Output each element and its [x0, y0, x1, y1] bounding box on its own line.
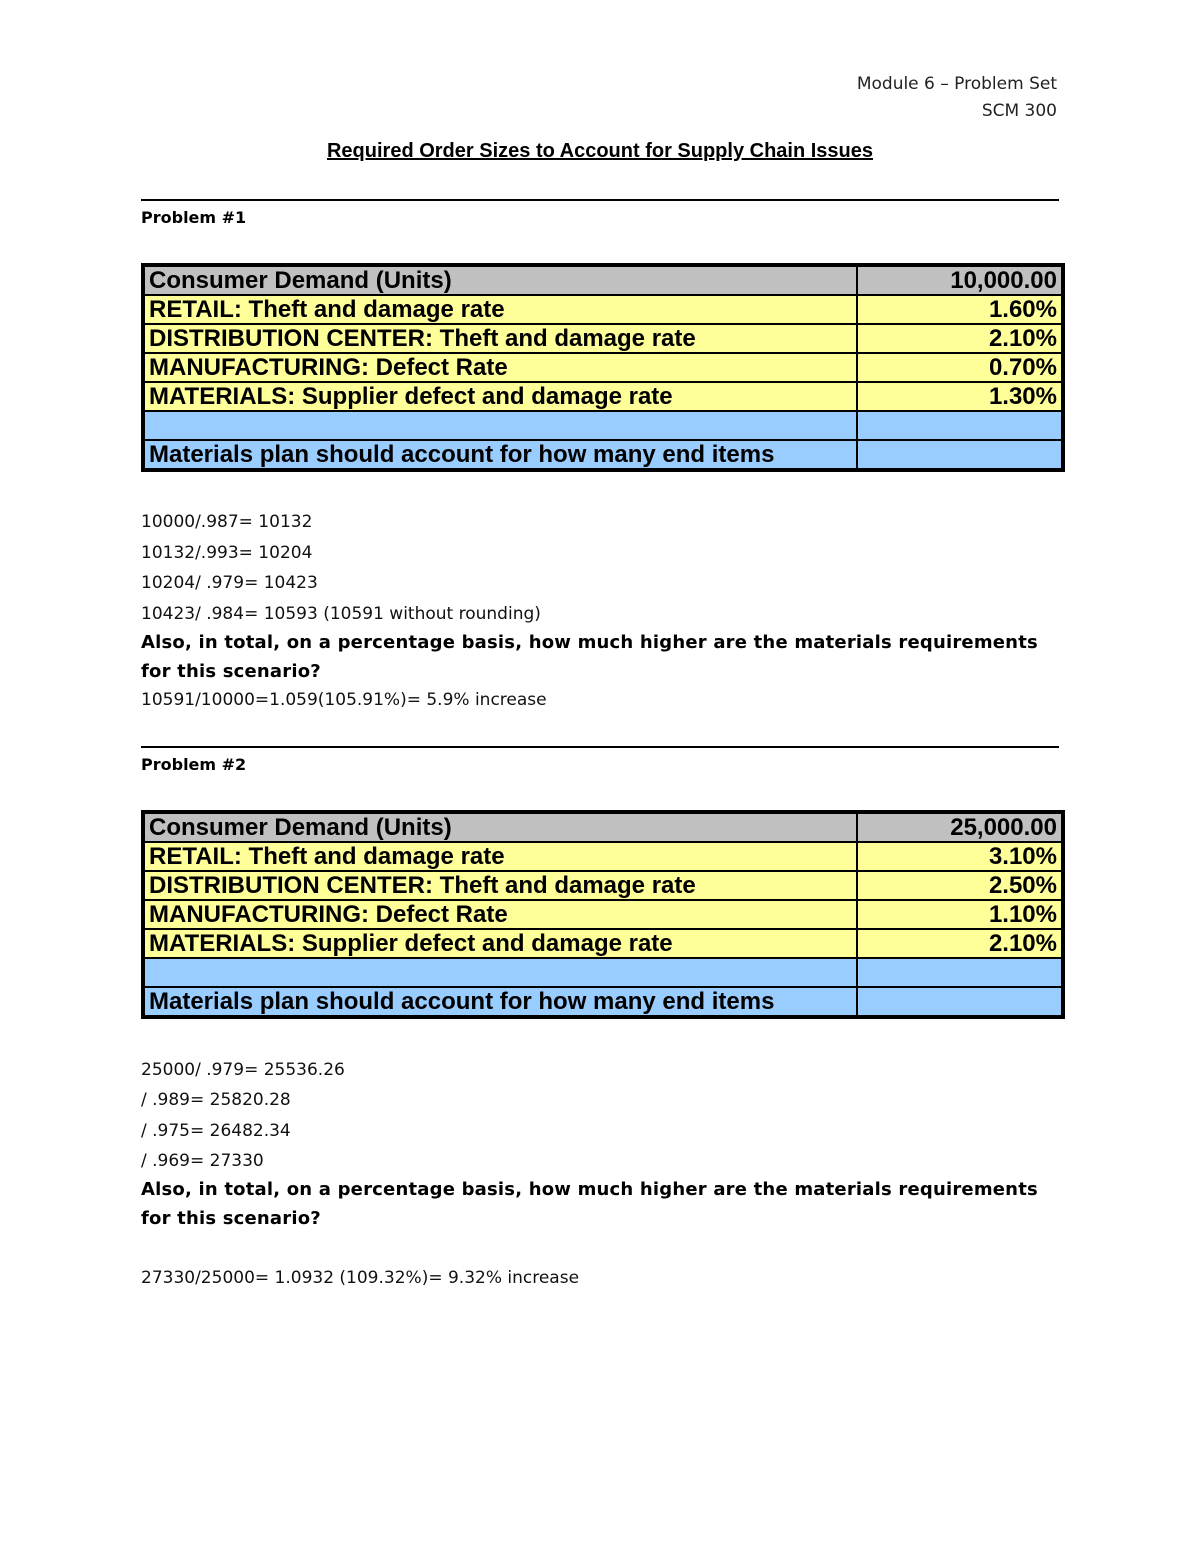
row-value: 2.50% — [857, 871, 1063, 900]
question-text: Also, in total, on a percentage basis, how much higher are the materials requirements for this scenario? — [141, 632, 1038, 682]
work-line: 10000/.987= 10132 — [141, 512, 313, 532]
work-line: 25000/ .979= 25536.26 — [141, 1060, 345, 1080]
row-label: Consumer Demand (Units) — [143, 265, 857, 295]
problem-1-table — [141, 263, 1065, 472]
row-value: 1.30% — [857, 382, 1063, 411]
row-label — [143, 411, 857, 440]
table-row — [143, 353, 1063, 382]
row-value: 3.10% — [857, 842, 1063, 871]
table-row — [143, 382, 1063, 411]
row-value: 2.10% — [857, 929, 1063, 958]
row-value: 1.10% — [857, 900, 1063, 929]
row-label — [143, 958, 857, 987]
problem-2-table — [141, 810, 1065, 1019]
row-label: RETAIL: Theft and damage rate — [143, 842, 857, 871]
module-header: Module 6 – Problem Set — [856, 74, 1057, 94]
work-line: 10132/.993= 10204 — [141, 543, 313, 563]
row-label: RETAIL: Theft and damage rate — [143, 295, 857, 324]
answer-text: 10591/10000=1.059(105.91%)= 5.9% increase — [141, 690, 547, 710]
section-divider — [141, 746, 1059, 748]
row-value — [857, 440, 1063, 470]
row-label: Materials plan should account for how many end items — [143, 987, 857, 1017]
row-value: 10,000.00 — [857, 265, 1063, 295]
row-label: DISTRIBUTION CENTER: Theft and damage rate — [143, 324, 857, 353]
document-title: Required Order Sizes to Account for Supply Chain Issues — [326, 140, 874, 162]
table-row — [143, 958, 1063, 987]
answer-text: 27330/25000= 1.0932 (109.32%)= 9.32% increase — [141, 1268, 580, 1288]
table-row — [143, 929, 1063, 958]
table-row — [143, 987, 1063, 1017]
table-row — [143, 871, 1063, 900]
work-line: 10423/ .984= 10593 (10591 without rounding) — [141, 604, 541, 624]
row-value: 1.60% — [857, 295, 1063, 324]
row-value: 2.10% — [857, 324, 1063, 353]
work-line: / .989= 25820.28 — [141, 1090, 291, 1110]
table-row — [143, 411, 1063, 440]
course-header: SCM 300 — [981, 101, 1057, 121]
row-label: Consumer Demand (Units) — [143, 812, 857, 842]
table-row — [143, 842, 1063, 871]
row-label: MANUFACTURING: Defect Rate — [143, 353, 857, 382]
problem-2-label: Problem #2 — [141, 755, 247, 774]
row-value: 0.70% — [857, 353, 1063, 382]
row-value — [857, 987, 1063, 1017]
table-row — [143, 324, 1063, 353]
work-line: / .969= 27330 — [141, 1151, 264, 1171]
row-value — [857, 958, 1063, 987]
row-label: MATERIALS: Supplier defect and damage rate — [143, 382, 857, 411]
table-row — [143, 900, 1063, 929]
table-row — [143, 812, 1063, 842]
section-divider — [141, 199, 1059, 201]
row-value — [857, 411, 1063, 440]
row-label: DISTRIBUTION CENTER: Theft and damage rate — [143, 871, 857, 900]
row-value: 25,000.00 — [857, 812, 1063, 842]
row-label: MANUFACTURING: Defect Rate — [143, 900, 857, 929]
table-row — [143, 440, 1063, 470]
work-line: / .975= 26482.34 — [141, 1121, 291, 1141]
table-row — [143, 265, 1063, 295]
table-row — [143, 295, 1063, 324]
row-label: Materials plan should account for how many end items — [143, 440, 857, 470]
problem-1-label: Problem #1 — [141, 208, 247, 227]
work-line: 10204/ .979= 10423 — [141, 573, 318, 593]
question-text: Also, in total, on a percentage basis, how much higher are the materials requirements for this scenario? — [141, 1179, 1038, 1229]
row-label: MATERIALS: Supplier defect and damage rate — [143, 929, 857, 958]
